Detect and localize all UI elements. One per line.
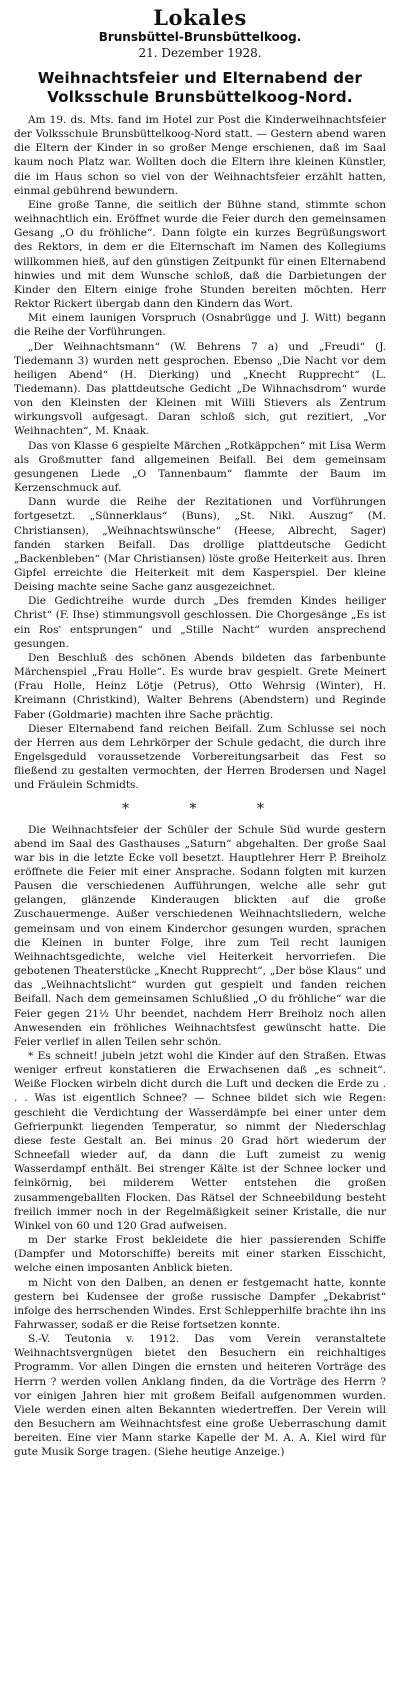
section-title: Lokales	[153, 5, 247, 30]
article-paragraph: Das von Klasse 6 gespielte Märchen „Rotkäppchen“ mit Lisa Werm als Großmutter fand allgemeinen Beifall. Bei dem gemeinsam gesungenen Liede „O Tannenbaum“ flammte der Baum im Kerzenschmuck auf.	[14, 439, 386, 495]
article-paragraph: Am 19. ds. Mts. fand im Hotel zur Post die Kinderweihnachtsfeier der Volksschule Brunsbüttelkoog-Nord statt. — Gestern abend waren die Eltern der Kinder in so großer Menge erschienen, daß im Saal kaum noch Platz war. Wollten doch die Eltern ihre kleinen Künstler, die im Haus schon so viel von der Weihnachtsfeier erzählt hatten, einmal gebührend bewundern.	[14, 114, 386, 197]
article-paragraph: Dann wurde die Reihe der Rezitationen und Vorführungen fortgesetzt. „Sünnerklaus“ (Buns), „St. Nikl. Auszug“ (M. Christiansen), „Weihnachtswünsche“ (Heese, Albrecht, Sager) fanden starken Beifall. Das drollige plattdeutsche Gedicht „Backenbleben“ (Mar Christiansen) löste große Heiterkeit aus. Ihren Gipfel erreichte die Heiterkeit mit dem Kasperspiel. Der kleine Deising machte seine Sache ganz ausgezeichnet.	[14, 496, 386, 594]
news-items	[14, 823, 386, 1460]
article-paragraph: Mit einem launigen Vorspruch (Osnabrügge und J. Witt) begann die Reihe der Vorführungen.	[14, 312, 386, 339]
article-paragraph: Dieser Elternabend fand reichen Beifall. Zum Schlusse sei noch der Herren aus dem Lehrkörper der Schule gedacht, die durch ihre Engelsgeduld voraussetzende Vorbereitungsarbeit das Fest so fließend zu gestalten vermochten, der Herren Brodersen und Nagel und Fräulein Schmidts.	[14, 722, 386, 792]
section-masthead	[14, 6, 386, 61]
article-body	[14, 113, 386, 793]
news-item: m Nicht von den Dalben, an denen er festgemacht hatte, konnte gestern bei Kudensee der große russische Dampfer „Dekabrist“ infolge des herrschenden Windes. Erst Schlepperhilfe brachte ihn ins Fahrwasser, sodaß er die Reise fortsetzen konnte.	[14, 1276, 386, 1331]
article-paragraph: „Der Weihnachtsmann“ (W. Behrens 7 a) und „Freudi“ (J. Tiedemann 3) wurden nett gesprochen. Ebenso „Die Nacht vor dem heiligen Abend“ (H. Dierking) und „Knecht Rupprecht“ (L. Tiedemann). Das plattdeutsche Gedicht „De Wihnachsdrom“ wurde von den Kleinsten der Kleinen mit Willi Stievers als Zentrum wirkungsvoll aufgesagt. Daran schloß sich, gut rezitiert, „Vor Weihnachten“, M. Knaak.	[14, 340, 386, 438]
news-item: * Es schneit! jubeln jetzt wohl die Kinder auf den Straßen. Etwas weniger erfreut konstatieren die Erwachsenen daß „es schneit“. Weiße Flocken wirbeln dicht durch die Luft und decken die Erde zu . . . Was ist eigentlich Schnee? — Schnee bildet sich wie Regen: geschieht die Verdichtung der Wasserdämpfe bei einer unter dem Gefrierpunkt liegenden Temperatur, so nimmt der Niederschlag diese feste Gestalt an. Bei minus 20 Grad hört wiederum der Schneefall wieder auf, da dann die Luft zumeist zu wenig Wasserdampf enthält. Bei strenger Kälte ist der Schnee locker und feinkörnig, bei milderem Wetter entstehen die großen zusammengeballten Flocken. Das Rätsel der Schneebildung besteht freilich immer noch in der Regelmäßigkeit seiner Kristalle, die nur Winkel von 60 und 120 Grad aufweisen.	[14, 1050, 386, 1232]
locality-line: Brunsbüttel-Brunsbüttelkoog.	[98, 30, 302, 44]
article-headline: Weihnachtsfeier und Elternabend der Volksschule Brunsbüttelkoog-Nord.	[37, 69, 363, 106]
dateline: 21. Dezember 1928.	[138, 46, 262, 60]
section-separator: * * *	[122, 800, 292, 817]
article-paragraph: Eine große Tanne, die seitlich der Bühne stand, stimmte schon weihnachtlich ein. Eröffnet wurde die Feier durch den gemeinsamen Gesang „O du fröhliche“. Dann folgte ein kurzes Begrüßungswort des Rektors, in dem er die Elternschaft im Namen des Kollegiums willkommen hieß, auf den günstigen Zeitpunkt für einen Elternabend hinwies und mit dem Wunsche schloß, daß die Darbietungen der Kinder den Eltern einige frohe Stunden bereiten möchten. Herr Rektor Rickert übergab dann den Kindern das Wort.	[14, 198, 386, 311]
article-paragraph: Den Beschluß des schönen Abends bildeten das farbenbunte Märchenspiel „Frau Holle“. Es wurde brav gespielt. Grete Meinert (Frau Holle, Heinz Lötje (Petrus), Otto Wehrsig (Winter), H. Kreimann (Christkind), Walter Behrens (Abendstern) und Reginde Faber (Goldmarie) machten ihre Sache prächtig.	[14, 651, 386, 721]
news-item: Die Weihnachtsfeier der Schüler der Schule Süd wurde gestern abend im Saal des Gasthauses „Saturn“ abgehalten. Der große Saal war bis in die letzte Ecke voll besetzt. Hauptlehrer Herr P. Breiholz eröffnete die Feier mit einer Ansprache. Sodann folgten mit kurzen Pausen die verschiedenen Aufführungen, welche alle sehr gut gelangen, glänzende Kinderaugen blickten auf die große Zuschauermenge. Außer verschiedenen Weihnachtsliedern, welche gemeinsam und von einem Kinderchor gesungen wurden, sprachen die Kleinen in bunter Folge, ihre zum Teil recht launigen Weihnachtsgedichte, welche viel Heiterkeit hervorriefen. Die gebotenen Theaterstücke „Knecht Rupprecht“, „Der böse Klaus“ und das „Weihnachtslicht“ wurden gut gespielt und fanden reichen Beifall. Nach dem gemeinsamen Schlußlied „O du fröhliche“ war die Feier gegen 21½ Uhr beendet, nachdem Herr Breiholz noch allen Anwesenden ein fröhliches Weihnachtsfest gewünscht hatte. Die Feier verlief in allen Teilen sehr schön.	[14, 823, 386, 1048]
news-item: m Der starke Frost bekleidete die hier passierenden Schiffe (Dampfer und Motorschiffe) bereits mit einer starken Eisschicht, welche einen imposanten Anblick bieten.	[14, 1234, 386, 1275]
news-item: S.-V. Teutonia v. 1912. Das vom Verein veranstaltete Weihnachtsvergnügen bietet den Besuchern ein reichhaltiges Programm. Vor allen Dingen die ernsten und heiteren Vorträge des Herrn ? werden vollen Anklang finden, da die Vorträge des Herrn ? vor einigen Jahren hier mit großem Beifall aufgenommen wurden. Viele werden einen alten Bekannten wiedertreffen. Der Verein will den Besuchern am Weihnachtsfest eine große Ueberraschung damit bereiten. Eine vier Mann starke Kapelle der M. A. A. Kiel wird für gute Musik Sorge tragen. (Siehe heutige Anzeige.)	[14, 1333, 386, 1459]
article-paragraph: Die Gedichtreihe wurde durch „Des fremden Kindes heiliger Christ“ (F. Ihse) stimmungsvoll geschlossen. Die Chorgesänge „Es ist ein Ros' entsprungen“ und „Stille Nacht“ wurden ansprechend gesungen.	[14, 595, 386, 650]
